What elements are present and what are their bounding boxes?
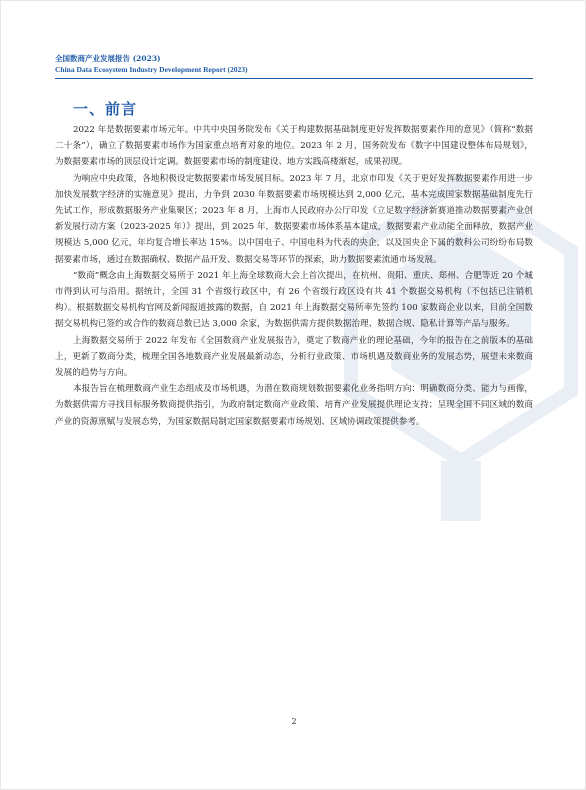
paragraph: 2022 年是数据要素市场元年。中共中央国务院发布《关于构建数据基础制度更好发挥数据要素作用的意见》（简称“数据二十条”），确立了数据要素市场作为国家重点培育对象的地位。2023 年 2 月，国务院发布《数字中国建设整体布局规划》，为数据要素市场的顶层设计定调。数据要素市场的制度建设、地方实践高楼渐起，成果初现。 [55, 125, 533, 168]
paragraph: “数商”概念由上海数据交易所于 2021 年上海全球数商大会上首次提出，在杭州、贵阳、重庆、郑州、合肥等近 20 个城市得到认可与沿用。据统计，全国 31 个省级行政区中，有 26 个省级行政区设有共 41 个数据交易机构（不包括已注销机构）。根据数据交易机构官网及新闻报道披露的数据，自 2021 年上海数据交易所率先签约 100 家数商企业以来，目前全国数据交易机构已签约或合作的数商总数已达 3,000 余家，为数据供需方提供数据治理、数据合规、隐私计算等产品与服务。 [55, 270, 533, 330]
header-divider [55, 78, 533, 79]
section-title: 一、前言 [73, 100, 138, 118]
header-title-cn: 全国数商产业发展报告 (2023) [55, 54, 161, 63]
page-number: 2 [291, 717, 297, 726]
running-header [55, 53, 535, 75]
paragraph: 为响应中央政策，各地积极设定数据要素市场发展目标。2023 年 7 月，北京市印发《关于更好发挥数据要素作用进一步加快发展数字经济的实施意见》提出，力争到 2030 年数据要素市场规模达到 2,000 亿元，基本完成国家数据基础制度先行先试工作，形成数据服务产业集聚区；2023 年 8 月，上海市人民政府办公厅印发《立足数字经济新赛道推动数据要素产业创新发展行动方案（2023-2025 年）》提出，到 2025 年，数据要素市场体系基本建成，数据要素产业动能全面释放，数据产业规模达 5,000 亿元，年均复合增长率达 15%。以中国电子、中国电科为代表的央企，以及国央企下属的数科公司纷纷布局数据要素市场，通过在数据确权、数据产品开发、数据交易等环节的探索，助力数据要素流通市场发展。 [55, 173, 533, 265]
header-title-en: China Data Ecosystem Industry Development Report (2023) [55, 65, 248, 74]
paragraph: 本报告旨在梳理数商产业生态组成及市场机遇，为潜在数商规划数据要素化业务指明方向：明确数商分类、能力与画像，为数据供需方寻找目标服务数商提供指引，为政府制定数商产业政策、培育产业发展提供理论支持；呈现全国不同区域的数商产业的资源禀赋与发展态势，为国家数据局制定国家数据要素市场规划、区域协调政策提供参考。 [55, 384, 533, 427]
body-text [55, 122, 533, 430]
paragraph: 上海数据交易所于 2022 年发布《全国数商产业发展报告》，奠定了数商产业的理论基础，今年的报告在之前版本的基础上，更新了数商分类，梳理全国各地数商产业发展最新动态，分析行业政策、市场机遇及数商业务的发展态势，展望未来数商发展的趋势与方向。 [55, 335, 533, 379]
